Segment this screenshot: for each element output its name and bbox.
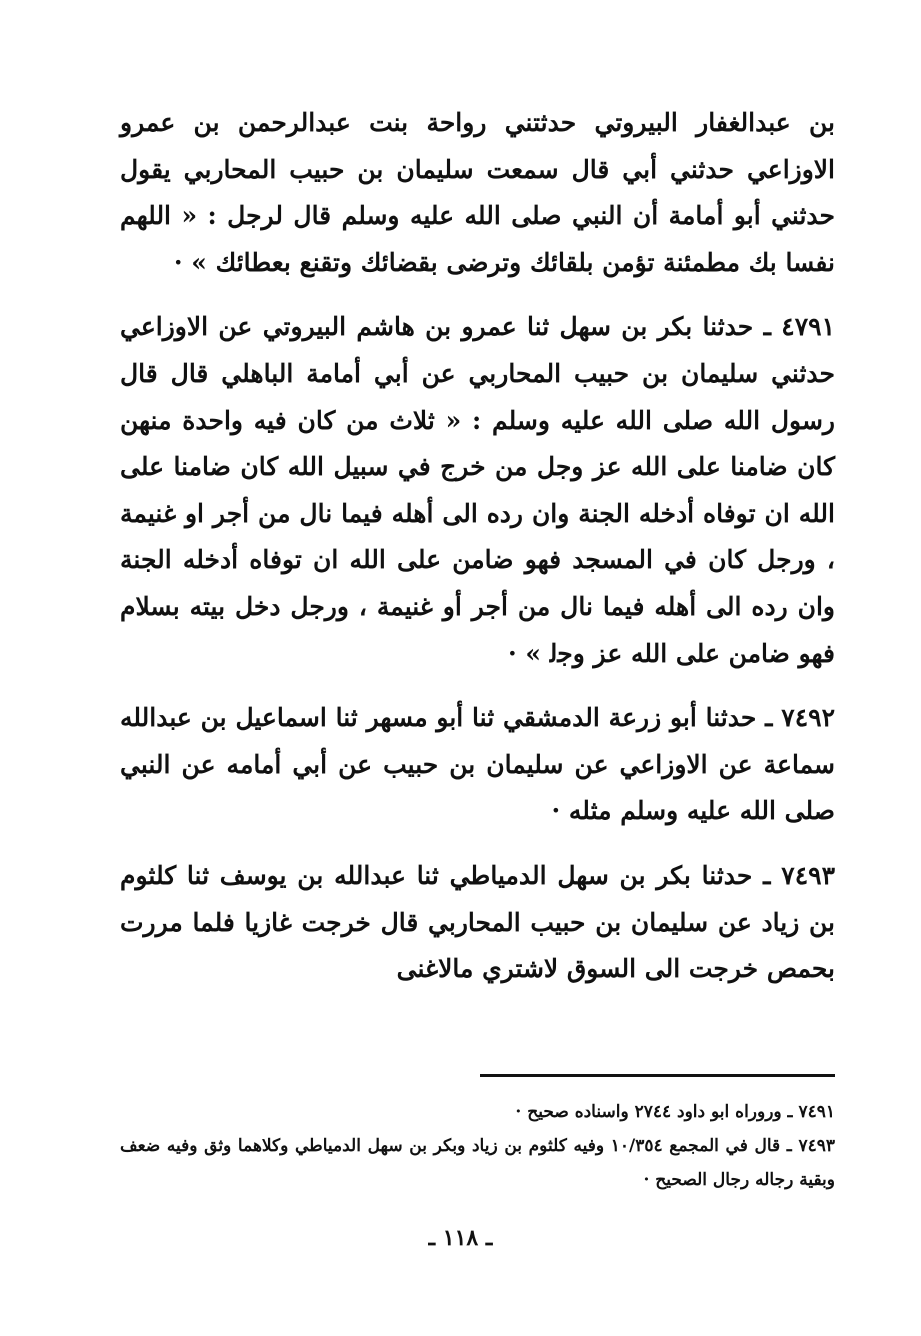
footnote-7493: ٧٤٩٣ ـ قال في المجمع ١٠/٣٥٤ وفيه كلثوم بن زياد وبكر بن سهل الدمياطي وكلاهما وثق وفيه ضعف وبقية رجاله رجال الصحيح · xyxy=(120,1136,835,1190)
footnote-separator xyxy=(480,1074,835,1077)
hadith-7491: ٤٧٩١ ـ حدثنا بكر بن سهل ثنا عمرو بن هاشم البيروتي عن الاوزاعي حدثني سليمان بن حبيب المحاربي عن أبي أمامة الباهلي قال قال رسول الله صلى الله عليه وسلم : « ثلاث من كان فيه واحدة منهن كان ضامنا على الله عز وجل من خرج في سبيل الله كان ضامنا على الله ان توفاه أدخله الجنة وان رده الى أهله فيما نال من أجر او غنيمة ، ورجل كان في المسجد فهو ضامن على الله ان توفاه أدخله الجنة وان رده الى أهله فيما نال من أجر أو غنيمة ، ورجل دخل بيته بسلام فهو ضامن على الله عز وج‍ﻟ » · xyxy=(120,312,835,668)
hadith-7493: ٧٤٩٣ ـ حدثنا بكر بن سهل الدمياطي ثنا عبدالله بن يوسف ثنا كلثوم بن زياد عن سليمان بن حبيب المحاربي قال خرجت غازيا فلما مررت بحمص خرجت الى السوق لاشتري مالاغنى xyxy=(120,860,835,984)
main-text xyxy=(120,100,835,993)
page-number: ـ ١١٨ ـ xyxy=(428,1225,493,1251)
footnotes xyxy=(120,1095,835,1197)
hadith-7492: ٧٤٩٢ ـ حدثنا أبو زرعة الدمشقي ثنا أبو مسهر ثنا اسماعيل بن عبدالله سماعة عن الاوزاعي عن سليمان بن حبيب عن أبي أمامه عن النبي صلى الله عليه وسلم مثله · xyxy=(120,703,835,826)
footnote-7491: ٧٤٩١ ـ وروراه ابو داود ٢٧٤٤ واسناده صحيح · xyxy=(515,1102,835,1122)
paragraph-continuation: بن عبدالغفار البيروتي حدثتني رواحة بنت عبدالرحمن بن عمرو الاوزاعي حدثني أبي قال سمعت سليمان بن حبيب المحاربي يقول حدثني أبو أمامة أن النبي صلى الله عليه وسلم قال لرجل : « اللهم نفسا بك مطمئنة تؤمن بلقائك وترضى بقضائك وتقنع بعطائك » · xyxy=(120,108,835,277)
